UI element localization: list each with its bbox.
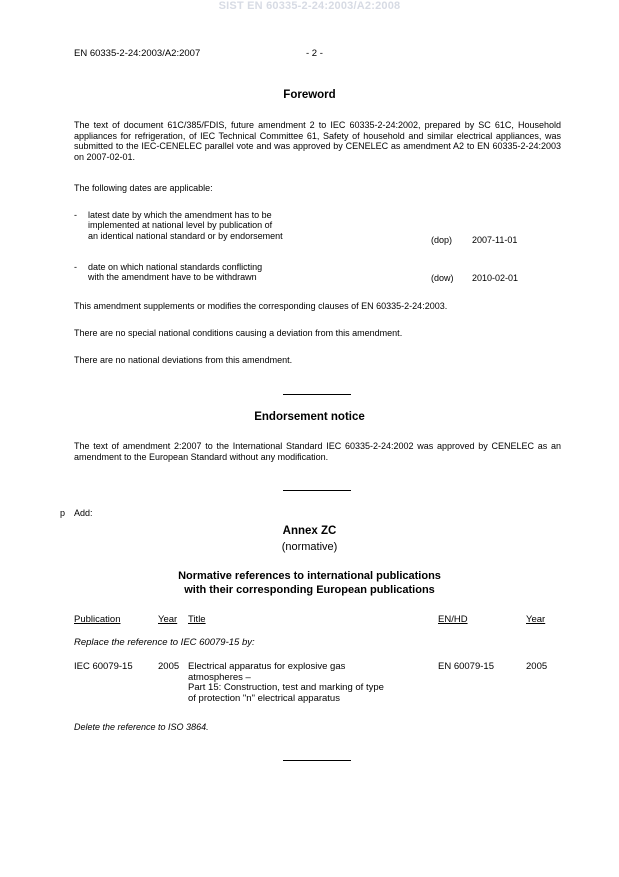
column-header-enhd: EN/HD	[438, 614, 468, 625]
header-standard-number: EN 60335-2-24:2003/A2:2007	[74, 48, 201, 59]
date-value-dop: 2007-11-01	[472, 235, 518, 245]
date-item-line: date on which national standards conflicting	[88, 262, 263, 272]
date-item-dop	[88, 210, 408, 241]
date-item-line: latest date by which the amendment has to be	[88, 210, 272, 220]
dates-intro: The following dates are applicable:	[74, 183, 213, 193]
section-divider	[283, 394, 351, 395]
date-item-dow	[88, 262, 408, 283]
row-title-line: Electrical apparatus for explosive gas	[188, 661, 346, 672]
page-number: - 2 -	[306, 48, 323, 59]
watermark: SIST EN 60335-2-24:2003/A2:2008	[218, 0, 401, 12]
row-publication: IEC 60079-15	[74, 661, 133, 672]
row-title-line: Part 15: Construction, test and marking of type	[188, 682, 384, 694]
date-value-dow: 2010-02-01	[472, 273, 519, 283]
row-title-line: atmospheres –	[188, 671, 251, 683]
column-header-year-2: Year	[526, 614, 546, 625]
endorsement-text: The text of amendment 2:2007 to the International Standard IEC 60335-2-24:2002 was approved by CENELEC as an amendment to the European Standard without any modification.	[74, 441, 561, 462]
row-title	[188, 662, 428, 704]
replace-note: Replace the reference to IEC 60079-15 by:	[74, 637, 255, 648]
row-year: 2005	[158, 661, 180, 672]
delete-note: Delete the reference to ISO 3864.	[74, 722, 209, 732]
special-conditions-note: There are no special national conditions causing a deviation from this amendment.	[74, 328, 403, 338]
add-label: Add:	[74, 508, 93, 518]
column-header-publication: Publication	[74, 614, 121, 625]
date-item-line: an identical national standard or by endorsement	[88, 230, 283, 241]
add-marker: p	[60, 508, 66, 518]
section-divider	[283, 490, 351, 491]
row-year-2: 2005	[526, 661, 548, 672]
foreword-intro: The text of document 61C/385/FDIS, future amendment 2 to IEC 60335-2-24:2002, prepared by SC 61C, Household appliances for refrigeration, of IEC Technical Committee 61, Safety of household and similar electrical appliances, was submitted to the IEC-CENELEC parallel vote and was approved by CENELEC as amendment A2 to EN 60335-2-24:2003 on 2007-02-01.	[74, 120, 561, 162]
annex-heading-line: Normative references to international publications	[178, 570, 441, 582]
list-bullet: -	[74, 262, 77, 272]
annex-status: (normative)	[281, 541, 338, 553]
row-title-line: of protection "n" electrical apparatus	[188, 692, 340, 704]
national-deviations-note: There are no national deviations from this amendment.	[74, 355, 293, 365]
annex-title: Annex ZC	[282, 525, 337, 537]
list-bullet: -	[74, 210, 77, 220]
annex-heading-line: with their corresponding European publications	[184, 584, 435, 596]
column-header-title: Title	[188, 614, 206, 625]
column-header-year: Year	[158, 614, 178, 625]
row-enhd: EN 60079-15	[438, 661, 494, 672]
date-code-dop: (dop)	[431, 235, 453, 245]
supplement-note: This amendment supplements or modifies the corresponding clauses of EN 60335-2-24:2003.	[74, 301, 448, 311]
date-item-line: implemented at national level by publication of	[88, 220, 273, 231]
date-code-dow: (dow)	[431, 273, 454, 283]
annex-heading	[0, 569, 619, 597]
date-item-line: with the amendment have to be withdrawn	[88, 272, 257, 283]
endorsement-title: Endorsement notice	[254, 411, 365, 423]
section-divider	[283, 760, 351, 761]
foreword-title: Foreword	[283, 89, 336, 101]
